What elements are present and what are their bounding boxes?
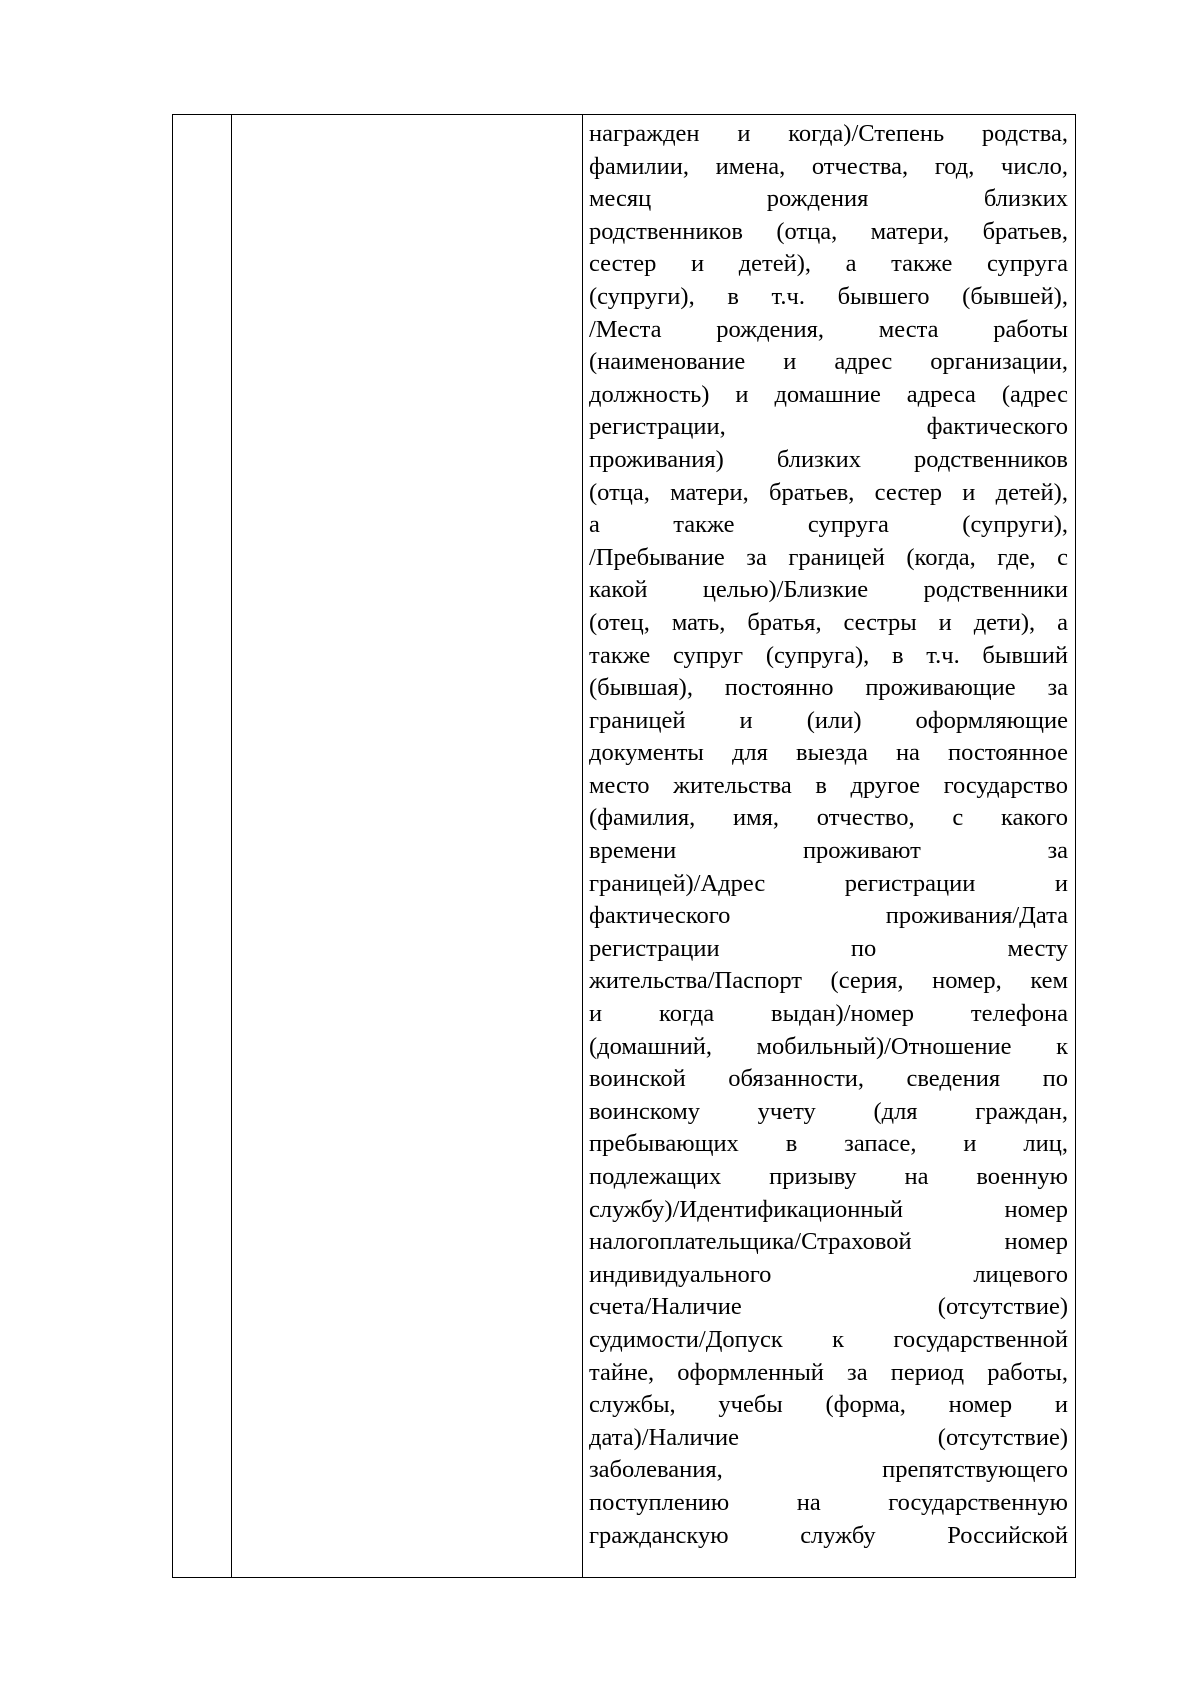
content-word: родства, — [981, 120, 1068, 147]
content-line — [589, 1291, 1068, 1324]
content-word: препятствующего — [882, 1456, 1068, 1484]
content-word: мать, — [671, 608, 726, 636]
content-line — [589, 248, 1068, 281]
content-line — [589, 1487, 1068, 1520]
content-word: и — [589, 1000, 603, 1028]
content-word: кем — [1030, 967, 1068, 995]
content-word: оформляющие — [915, 706, 1068, 734]
content-word: а — [1057, 608, 1068, 636]
content-word: проживающие — [865, 674, 1016, 702]
content-word: государственной — [893, 1325, 1068, 1353]
content-word: мобильный)/Отношение — [756, 1032, 1012, 1060]
content-word: и — [938, 608, 952, 636]
content-word: за — [847, 1358, 868, 1386]
content-word: рождения — [766, 185, 869, 213]
content-word: (наименование — [589, 348, 746, 376]
content-line — [589, 1324, 1068, 1357]
content-word: братья, — [747, 608, 822, 636]
document-table — [172, 114, 1076, 1578]
content-word: с — [1057, 543, 1068, 571]
content-word: запасе, — [844, 1130, 917, 1158]
content-word: родственников — [914, 445, 1068, 473]
table-row — [173, 115, 1076, 1578]
content-word: выезда — [796, 739, 868, 767]
content-word: награжден — [589, 120, 700, 147]
content-line — [589, 705, 1068, 738]
content-word: в — [815, 771, 827, 799]
content-line — [589, 802, 1068, 835]
content-word: (отсутствие) — [937, 1423, 1068, 1451]
content-word: /Места — [589, 315, 662, 343]
content-word: адрес — [834, 348, 893, 376]
content-word: фамилии, — [589, 152, 689, 180]
content-word: (отца, — [589, 478, 650, 506]
content-word: службу)/Идентификационный — [589, 1195, 904, 1223]
content-word: воинскому — [589, 1097, 700, 1125]
content-word: супруг — [672, 641, 744, 669]
content-word: близких — [776, 445, 861, 473]
content-word: по — [850, 934, 877, 962]
content-line — [589, 1096, 1068, 1129]
content-line — [589, 346, 1068, 379]
content-line — [589, 835, 1068, 868]
row-number-cell — [173, 115, 232, 1578]
content-word: братьев, — [769, 478, 855, 506]
content-word: и — [737, 120, 751, 147]
content-line — [589, 1357, 1068, 1390]
content-line — [589, 672, 1068, 705]
content-line — [589, 411, 1068, 444]
content-word: также — [891, 250, 953, 278]
content-word: проживают — [802, 837, 921, 865]
content-word: судимости/Допуск — [589, 1325, 783, 1353]
content-word: в — [891, 641, 904, 669]
content-word: сведения — [906, 1065, 1001, 1093]
content-word: фактического — [926, 413, 1068, 441]
content-word: места — [878, 315, 939, 343]
content-line — [589, 379, 1068, 412]
row-content-text — [583, 115, 1075, 1552]
content-word: государство — [943, 771, 1068, 799]
content-word: жительства — [673, 771, 792, 799]
content-word: службу — [800, 1521, 876, 1549]
content-word: в — [785, 1130, 798, 1158]
content-word: супруга — [807, 511, 889, 539]
row-content-cell — [583, 115, 1076, 1578]
content-word: и — [1054, 1391, 1068, 1419]
content-word: пребывающих — [589, 1130, 739, 1158]
content-line — [589, 965, 1068, 998]
content-word: проживания) — [589, 445, 724, 473]
content-line — [589, 183, 1068, 216]
content-word: (серия, — [830, 967, 904, 995]
content-word: (отец, — [589, 608, 650, 636]
content-word: государственную — [888, 1488, 1068, 1516]
content-word: (бывшей), — [962, 282, 1068, 310]
content-line — [589, 1128, 1068, 1161]
content-word: проживания/Дата — [885, 902, 1068, 930]
content-word: гражданскую — [589, 1521, 729, 1549]
content-word: к — [1056, 1032, 1068, 1060]
content-line — [589, 868, 1068, 901]
content-word: воинской — [589, 1065, 686, 1093]
content-word: учету — [757, 1097, 816, 1125]
content-word: родственников — [589, 217, 743, 245]
content-word: за — [1047, 837, 1068, 865]
content-line — [589, 1520, 1068, 1553]
content-word: отчества, — [811, 152, 909, 180]
row-name — [232, 115, 582, 118]
row-number — [173, 115, 231, 118]
content-word: и — [783, 348, 797, 376]
content-word: к — [832, 1325, 845, 1353]
content-line — [589, 770, 1068, 803]
content-word: границей — [589, 706, 686, 734]
content-word: (форма, — [825, 1391, 906, 1419]
content-word: в — [727, 282, 739, 310]
content-word: оформленный — [677, 1358, 824, 1386]
content-word: индивидуального — [589, 1260, 772, 1288]
content-word: матери, — [870, 217, 950, 245]
content-word: (супруга), — [765, 641, 870, 669]
content-word: на — [895, 739, 920, 767]
content-line — [589, 607, 1068, 640]
content-word: регистрации — [589, 934, 720, 962]
content-word: сестер — [589, 250, 657, 278]
content-word: сестры — [843, 608, 917, 636]
content-word: времени — [589, 837, 677, 865]
content-line — [589, 216, 1068, 249]
content-word: (отсутствие) — [937, 1293, 1068, 1321]
content-word: и — [690, 250, 705, 278]
content-word: военную — [976, 1163, 1068, 1190]
content-word: дата)/Наличие — [589, 1423, 739, 1451]
content-line — [589, 1161, 1068, 1194]
content-word: (для — [873, 1097, 918, 1125]
content-word: имя, — [733, 804, 780, 832]
content-word: подлежащих — [589, 1163, 722, 1190]
content-word: службы, — [589, 1391, 676, 1419]
content-line — [589, 1194, 1068, 1227]
content-line — [589, 1226, 1068, 1259]
content-word: (адрес — [1001, 380, 1068, 408]
content-word: детей), — [738, 250, 812, 278]
content-line — [589, 444, 1068, 477]
content-word: жительства/Паспорт — [589, 967, 802, 995]
content-word: и — [962, 478, 976, 506]
content-word: когда)/Степень — [788, 120, 945, 147]
content-word: (супруги), — [962, 511, 1068, 539]
content-word: домашние — [774, 380, 881, 408]
content-word: номер — [1004, 1195, 1068, 1223]
content-word: а — [845, 250, 857, 278]
content-line — [589, 118, 1068, 151]
content-word: также — [673, 511, 735, 539]
content-word: бывшего — [837, 282, 930, 310]
content-word: где, — [997, 543, 1036, 571]
content-word: для — [731, 739, 768, 767]
content-line — [589, 1389, 1068, 1422]
content-word: число, — [1001, 152, 1068, 180]
content-line — [589, 281, 1068, 314]
content-word: номер — [1004, 1228, 1068, 1256]
content-word: номер — [948, 1391, 1013, 1419]
content-word: рождения, — [716, 315, 825, 343]
content-word: Российской — [947, 1521, 1068, 1549]
content-word: телефона — [970, 1000, 1068, 1028]
content-line — [589, 1454, 1068, 1487]
content-line — [589, 542, 1068, 575]
content-word: год, — [934, 152, 975, 180]
content-word: дети), — [973, 608, 1036, 636]
content-word: призыву — [769, 1163, 857, 1190]
content-word: поступлению — [589, 1488, 730, 1516]
content-word: (бывшая), — [589, 674, 693, 702]
content-word: отчество, — [816, 804, 915, 832]
content-word: обязанности, — [728, 1065, 865, 1093]
content-word: целью)/Близкие — [702, 576, 869, 604]
content-word: когда — [659, 1000, 715, 1028]
content-line — [589, 1422, 1068, 1455]
content-word: работы — [993, 315, 1068, 343]
content-line — [589, 314, 1068, 347]
content-word: другое — [850, 771, 921, 799]
content-word: т.ч. — [926, 641, 960, 669]
content-word: т.ч. — [771, 282, 805, 310]
content-word: фактического — [589, 902, 731, 930]
content-word: постоянное — [948, 739, 1068, 767]
content-word: с — [952, 804, 964, 832]
content-word: по — [1042, 1065, 1068, 1093]
content-word: лиц, — [1023, 1130, 1068, 1158]
content-word: и — [739, 706, 753, 734]
content-line — [589, 640, 1068, 673]
content-word: братьев, — [982, 217, 1068, 245]
content-word: какой — [589, 576, 648, 604]
content-word: (когда, — [906, 543, 976, 571]
content-word: номер, — [932, 967, 1002, 995]
content-line — [589, 574, 1068, 607]
content-word: (супруги), — [589, 282, 695, 310]
content-word: (отца, — [776, 217, 838, 245]
content-line — [589, 509, 1068, 542]
content-word: а — [589, 511, 600, 539]
content-word: регистрации, — [589, 413, 726, 441]
content-word: и — [735, 380, 749, 408]
content-word: бывший — [982, 641, 1068, 669]
content-word: заболевания, — [589, 1456, 723, 1484]
content-word: граждан, — [975, 1097, 1068, 1125]
content-word: период — [890, 1358, 965, 1386]
content-word: (фамилия, — [589, 804, 696, 832]
content-line — [589, 900, 1068, 933]
content-word: за — [746, 543, 767, 571]
content-word: лицевого — [973, 1260, 1068, 1288]
content-word: границей)/Адрес — [589, 869, 766, 897]
content-word: имена, — [715, 152, 786, 180]
content-word: и — [963, 1130, 977, 1158]
content-word: тайне, — [589, 1358, 655, 1386]
content-word: (или) — [806, 706, 862, 734]
content-line — [589, 477, 1068, 510]
content-line — [589, 998, 1068, 1031]
content-word: за — [1047, 674, 1068, 702]
content-word: регистрации — [844, 869, 976, 897]
content-word: границей — [788, 543, 885, 571]
content-word: организации, — [930, 348, 1068, 376]
content-word: счета/Наличие — [589, 1293, 742, 1321]
content-line — [589, 1063, 1068, 1096]
content-word: детей), — [995, 478, 1068, 506]
content-word: близких — [983, 185, 1068, 213]
content-word: на — [904, 1163, 929, 1190]
content-word: адреса — [906, 380, 976, 408]
content-word: документы — [589, 739, 704, 767]
content-word: супруга — [986, 250, 1068, 278]
content-word: месяц — [589, 185, 652, 213]
content-line — [589, 1259, 1068, 1292]
content-word: работы, — [987, 1358, 1068, 1386]
content-word: постоянно — [724, 674, 834, 702]
content-word: на — [796, 1488, 821, 1516]
content-word: /Пребывание — [589, 543, 725, 571]
content-line — [589, 933, 1068, 966]
content-word: также — [589, 641, 651, 669]
row-name-cell — [232, 115, 583, 1578]
content-word: и — [1054, 869, 1068, 897]
content-line — [589, 1031, 1068, 1064]
content-word: выдан)/номер — [771, 1000, 914, 1028]
content-word: месту — [1007, 934, 1068, 962]
content-word: матери, — [670, 478, 749, 506]
content-word: сестер — [874, 478, 943, 506]
content-line — [589, 737, 1068, 770]
content-word: должность) — [589, 380, 710, 408]
content-word: какого — [1000, 804, 1068, 832]
content-line — [589, 151, 1068, 184]
content-word: учебы — [718, 1391, 783, 1419]
content-word: налогоплательщика/Страховой — [589, 1228, 912, 1256]
content-word: родственники — [923, 576, 1068, 604]
content-word: (домашний, — [589, 1032, 712, 1060]
content-word: место — [589, 771, 650, 799]
